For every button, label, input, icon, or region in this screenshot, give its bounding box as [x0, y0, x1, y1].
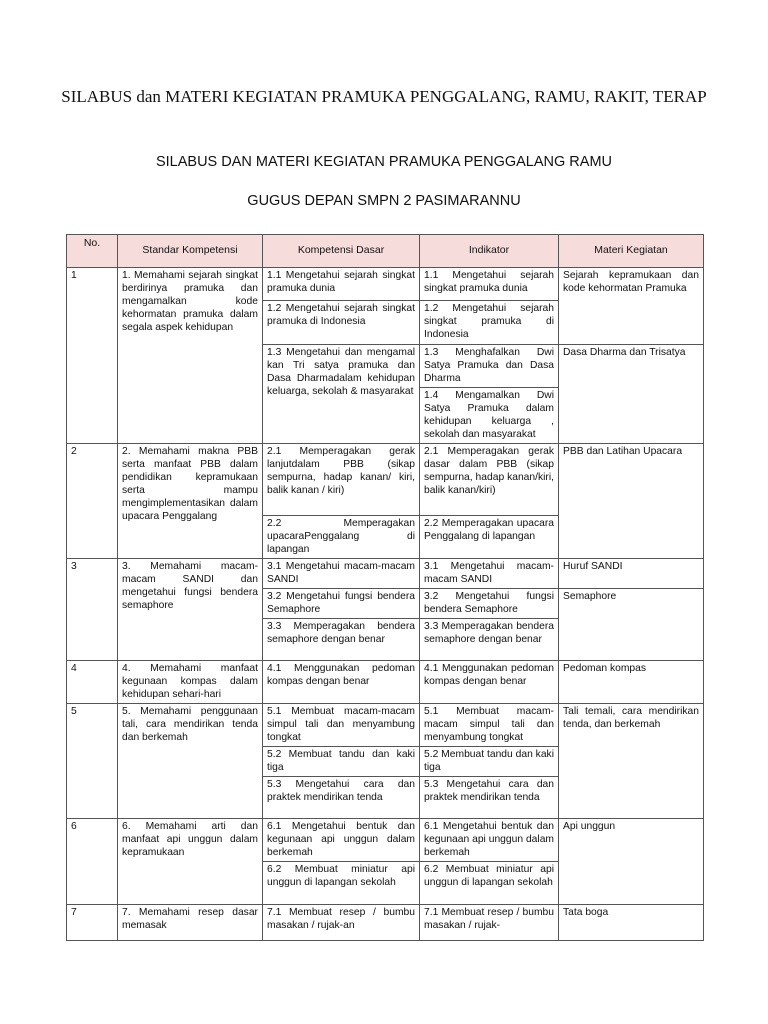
cell-no: 7	[67, 905, 118, 941]
cell-kompetensi-dasar: 3.2 Mengetahui fungsi bendera Semaphore	[263, 589, 420, 619]
cell-kompetensi-dasar: 5.2 Membuat tandu dan kaki tiga	[263, 747, 420, 777]
cell-indikator: 4.1 Menggunakan pedoman kompas dengan benar	[420, 661, 559, 704]
cell-standar-kompetensi: 2. Memahami makna PBB serta manfaat PBB dalam pendidikan kepramukaan serta mampu mengimplementasikan dalam upacara Penggalang	[118, 444, 263, 559]
cell-standar-kompetensi: 3. Memahami macam-macam SANDI dan mengetahui fungsi bendera semaphore	[118, 559, 263, 661]
cell-kompetensi-dasar: 3.1 Mengetahui macam-macam SANDI	[263, 559, 420, 589]
cell-kompetensi-dasar: 3.3 Memperagakan bendera semaphore dengan benar	[263, 619, 420, 661]
cell-indikator: 3.2 Mengetahui fungsi bendera Semaphore	[420, 589, 559, 619]
syllabus-table	[66, 234, 704, 941]
cell-indikator: 2.2 Memperagakan upacara Penggalang di lapangan	[420, 516, 559, 559]
cell-kompetensi-dasar: 1.3 Mengetahui dan mengamal kan Tri satya pramuka dan Dasa Dharmadalam kehidupan keluarga, sekolah & masyarakat	[263, 345, 420, 444]
header-kompetensi-dasar: Kompetensi Dasar	[263, 235, 420, 268]
cell-indikator: 3.3 Memperagakan bendera semaphore dengan benar	[420, 619, 559, 661]
cell-kompetensi-dasar: 7.1 Membuat resep / bumbu masakan / rujak-an	[263, 905, 420, 941]
table-row	[67, 905, 704, 941]
cell-standar-kompetensi: 4. Memahami manfaat kegunaan kompas dalam kehidupan sehari-hari	[118, 661, 263, 704]
cell-kompetensi-dasar: 4.1 Menggunakan pedoman kompas dengan benar	[263, 661, 420, 704]
cell-indikator: 1.4 Mengamalkan Dwi Satya Pramuka dalam kehidupan keluarga , sekolah dan masyarakat	[420, 388, 559, 444]
cell-indikator: 6.1 Mengetahui bentuk dan kegunaan api unggun dalam berkemah	[420, 819, 559, 862]
cell-materi-kegiatan: Tata boga	[559, 905, 704, 941]
cell-materi-kegiatan: Sejarah kepramukaan dan kode kehormatan Pramuka	[559, 268, 704, 345]
header-indikator: Indikator	[420, 235, 559, 268]
cell-standar-kompetensi: 6. Memahami arti dan manfaat api unggun dalam kepramukaan	[118, 819, 263, 905]
cell-kompetensi-dasar: 6.2 Membuat miniatur api unggun di lapangan sekolah	[263, 862, 420, 905]
cell-no: 6	[67, 819, 118, 905]
cell-no: 3	[67, 559, 118, 661]
cell-indikator: 5.3 Mengetahui cara dan praktek mendirikan tenda	[420, 777, 559, 819]
table-row	[67, 268, 704, 301]
table-header-row	[67, 235, 704, 268]
cell-materi-kegiatan: Pedoman kompas	[559, 661, 704, 704]
cell-standar-kompetensi: 1. Memahami sejarah singkat berdirinya pramuka dan mengamalkan kode kehormatan pramuka dalam segala aspek kehidupan	[118, 268, 263, 444]
cell-no: 5	[67, 704, 118, 819]
cell-kompetensi-dasar: 5.3 Mengetahui cara dan praktek mendirikan tenda	[263, 777, 420, 819]
cell-kompetensi-dasar: 5.1 Membuat macam-macam simpul tali dan menyambung tongkat	[263, 704, 420, 747]
cell-kompetensi-dasar: 2.1 Memperagakan gerak lanjutdalam PBB (sikap sempurna, hadap kanan/ kiri, balik kanan / kiri)	[263, 444, 420, 516]
header-materi-kegiatan: Materi Kegiatan	[559, 235, 704, 268]
cell-kompetensi-dasar: 1.2 Mengetahui sejarah singkat pramuka di Indonesia	[263, 301, 420, 345]
cell-materi-kegiatan: Huruf SANDI	[559, 559, 704, 589]
cell-indikator: 2.1 Memperagakan gerak dasar dalam PBB (sikap sempurna, hadap kanan/kiri, balik kanan/kiri)	[420, 444, 559, 516]
cell-indikator: 1.2 Mengetahui sejarah singkat pramuka di Indonesia	[420, 301, 559, 345]
cell-indikator: 1.1 Mengetahui sejarah singkat pramuka dunia	[420, 268, 559, 301]
table-row	[67, 819, 704, 862]
cell-materi-kegiatan: Dasa Dharma dan Trisatya	[559, 345, 704, 444]
table-row	[67, 704, 704, 747]
cell-indikator: 1.3 Menghafalkan Dwi Satya Pramuka dan Dasa Dharma	[420, 345, 559, 388]
table-row	[67, 661, 704, 704]
cell-indikator: 5.2 Membuat tandu dan kaki tiga	[420, 747, 559, 777]
cell-materi-kegiatan: Semaphore	[559, 589, 704, 661]
table-row	[67, 559, 704, 589]
cell-no: 2	[67, 444, 118, 559]
cell-materi-kegiatan: Tali temali, cara mendirikan tenda, dan berkemah	[559, 704, 704, 819]
cell-indikator: 7.1 Membuat resep / bumbu masakan / rujak-	[420, 905, 559, 941]
cell-indikator: 3.1 Mengetahui macam-macam SANDI	[420, 559, 559, 589]
document-title: SILABUS dan MATERI KEGIATAN PRAMUKA PENGGALANG, RAMU, RAKIT, TERAP	[61, 87, 707, 106]
cell-no: 4	[67, 661, 118, 704]
cell-kompetensi-dasar: 6.1 Mengetahui bentuk dan kegunaan api unggun dalam berkemah	[263, 819, 420, 862]
cell-standar-kompetensi: 7. Memahami resep dasar memasak	[118, 905, 263, 941]
header-standar-kompetensi: Standar Kompetensi	[118, 235, 263, 268]
cell-indikator: 5.1 Membuat macam-macam simpul tali dan menyambung tongkat	[420, 704, 559, 747]
header-no: No.	[67, 235, 118, 268]
document-subtitle: SILABUS DAN MATERI KEGIATAN PRAMUKA PENGGALANG RAMU	[155, 154, 613, 170]
cell-materi-kegiatan: Api unggun	[559, 819, 704, 905]
cell-kompetensi-dasar: 2.2 Memperagakan upacaraPenggalang di lapangan	[263, 516, 420, 559]
cell-standar-kompetensi: 5. Memahami penggunaan tali, cara mendirikan tenda dan berkemah	[118, 704, 263, 819]
cell-indikator: 6.2 Membuat miniatur api unggun di lapangan sekolah	[420, 862, 559, 905]
cell-kompetensi-dasar: 1.1 Mengetahui sejarah singkat pramuka dunia	[263, 268, 420, 301]
cell-materi-kegiatan: PBB dan Latihan Upacara	[559, 444, 704, 559]
table-row	[67, 444, 704, 516]
gugus-title: GUGUS DEPAN SMPN 2 PASIMARANNU	[247, 193, 521, 209]
cell-no: 1	[67, 268, 118, 444]
